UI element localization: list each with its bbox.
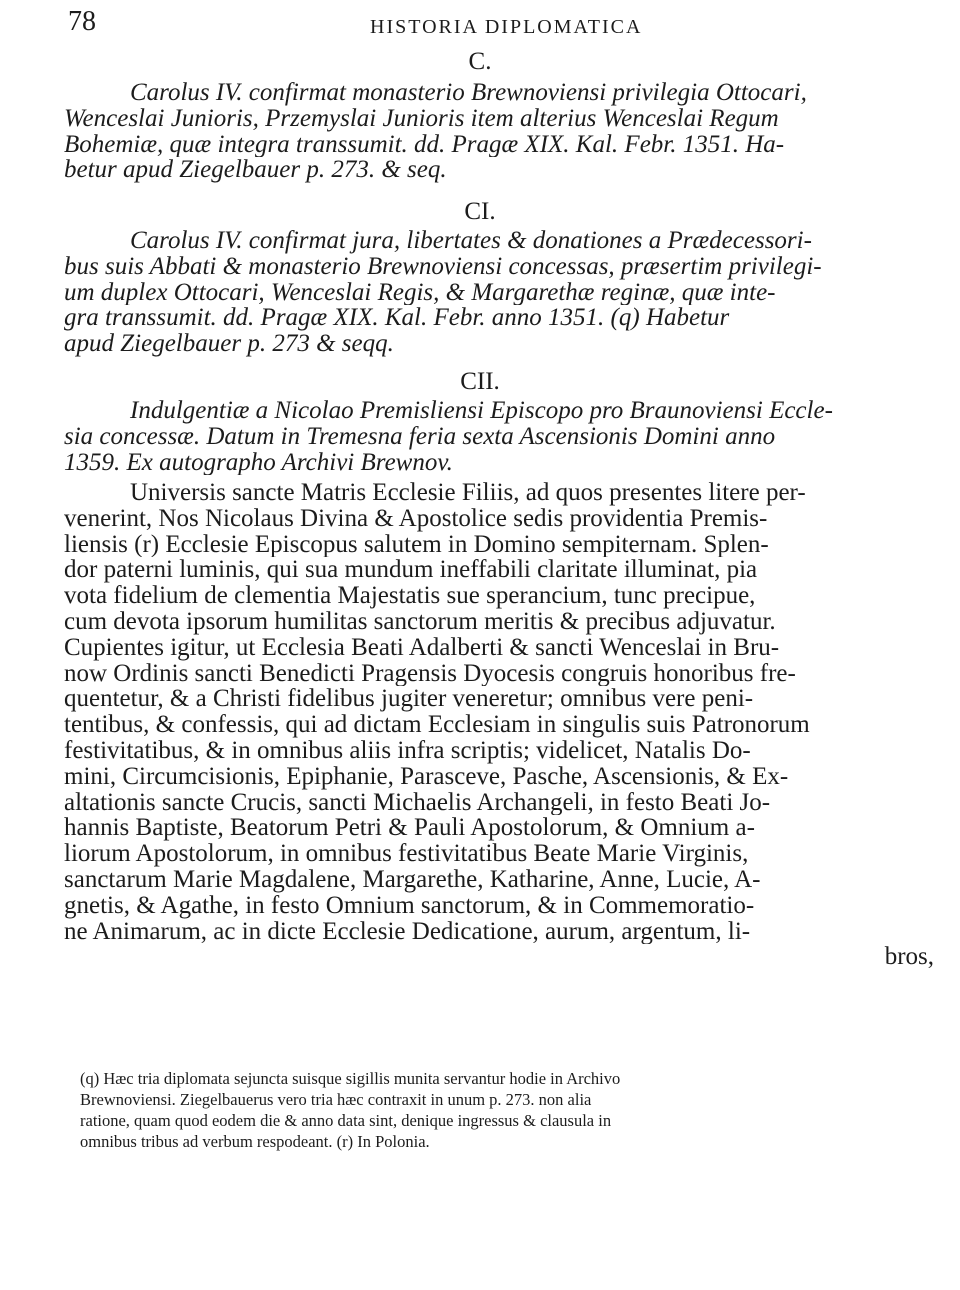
footnotes (80, 1068, 930, 1152)
regest-line: betur apud Ziegelbauer p. 273. & seq. (64, 157, 447, 184)
charter-line: Cupientes igitur, ut Ecclesia Beati Adalberti & sancti Wenceslai in Bru- (64, 634, 780, 661)
footnote-line: omnibus tribus ad verbum respodeant. (r) In Polonia. (80, 1132, 430, 1151)
regest-line: 1359. Ex autographo Archivi Brewnov. (64, 449, 453, 476)
charter-line: venerint, Nos Nicolaus Divina & Apostolice sedis providentia Premis- (64, 505, 768, 532)
regest-line: Wenceslai Junioris, Przemyslai Junioris item alterius Wenceslai Regum (64, 105, 779, 132)
charter-line: gnetis, & Agathe, in festo Omnium sanctorum, & in Commemoratio- (64, 892, 755, 919)
charter-text (64, 480, 934, 970)
regest-c (64, 80, 934, 183)
regest-cii (64, 398, 934, 475)
charter-line: hannis Baptiste, Beatorum Petri & Pauli Apostolorum, & Omnium a- (64, 815, 755, 842)
regest-line: sia concessæ. Datum in Tremesna feria sexta Ascensionis Domini anno (64, 423, 776, 450)
charter-line: festivitatibus, & in omnibus aliis infra scriptis; videlicet, Natalis Do- (64, 737, 751, 764)
charter-line: now Ordinis sancti Benedicti Pragensis Dyocesis congruis honoribus fre- (64, 660, 796, 687)
regest-line: bus suis Abbati & monasterio Brewnoviensi concessas, præsertim privilegi- (64, 253, 822, 280)
section-numeral-ci: CI. (464, 198, 496, 225)
regest-line: apud Ziegelbauer p. 273 & seqq. (64, 331, 394, 357)
charter-line: sanctarum Marie Magdalene, Margarethe, Katharine, Anne, Lucie, A- (64, 866, 761, 893)
regest-line: Carolus IV. confirmat jura, libertates & donationes a Prædecessori- (130, 228, 812, 254)
footnote-line: Brewnoviensi. Ziegelbauerus vero tria hæc contraxit in unum p. 273. non alia (80, 1090, 592, 1109)
running-title: HISTORIA DIPLOMATICA (370, 16, 643, 38)
charter-line: altationis sancte Crucis, sancti Michaelis Archangeli, in festo Beati Jo- (64, 789, 771, 816)
regest-line: um duplex Ottocari, Wenceslai Regis, & Margarethæ reginæ, quæ inte- (64, 279, 776, 306)
charter-line: ne Animarum, ac in dicte Ecclesie Dedicatione, aurum, argentum, li- (64, 918, 751, 945)
regest-line: Bohemiæ, quæ integra transsumit. dd. Pragæ XIX. Kal. Febr. 1351. Ha- (64, 131, 785, 158)
catchword: bros, (884, 944, 934, 971)
section-numeral-c: C. (468, 48, 492, 75)
section-numeral-cii: CII. (460, 368, 500, 395)
charter-line: vota fidelium de clementia Majestatis sue sperancium, tunc precipue, (64, 583, 756, 609)
charter-line: tentibus, & confessis, qui ad dictam Ecclesiam in singulis suis Patronorum (64, 712, 810, 738)
charter-line: Universis sancte Matris Ecclesie Filiis, ad quos presentes litere per- (130, 480, 806, 506)
regest-ci (64, 228, 934, 357)
charter-line: cum devota ipsorum humilitas sanctorum meritis & precibus adjuvatur. (64, 608, 776, 635)
footnote-line: ratione, quam quod eodem die & anno data sint, denique ingressus & clausula in (80, 1111, 612, 1130)
page-number: 78 (68, 6, 96, 37)
charter-line: mini, Circumcisionis, Epiphanie, Parasceve, Pasche, Ascensionis, & Ex- (64, 763, 789, 790)
footnote-line: (q) Hæc tria diplomata sejuncta suisque sigillis munita servantur hodie in Archivo (80, 1069, 621, 1088)
charter-line: liensis (r) Ecclesie Episcopus salutem in Domino sempiternam. Splen- (64, 531, 769, 558)
charter-line: quentetur, & a Christi fidelibus jugiter veneretur; omnibus vere peni- (64, 686, 754, 713)
charter-line: liorum Apostolorum, in omnibus festivitatibus Beate Marie Virginis, (64, 841, 749, 867)
charter-line: dor paterni luminis, qui sua mundum ineffabili claritate illuminat, pia (64, 557, 758, 584)
regest-line: gra transsumit. dd. Pragæ XIX. Kal. Febr. anno 1351. (q) Habetur (64, 305, 730, 332)
regest-line: Carolus IV. confirmat monasterio Brewnoviensi privilegia Ottocari, (130, 80, 807, 106)
regest-line: Indulgentiæ a Nicolao Premisliensi Episcopo pro Braunoviensi Eccle- (130, 398, 833, 424)
